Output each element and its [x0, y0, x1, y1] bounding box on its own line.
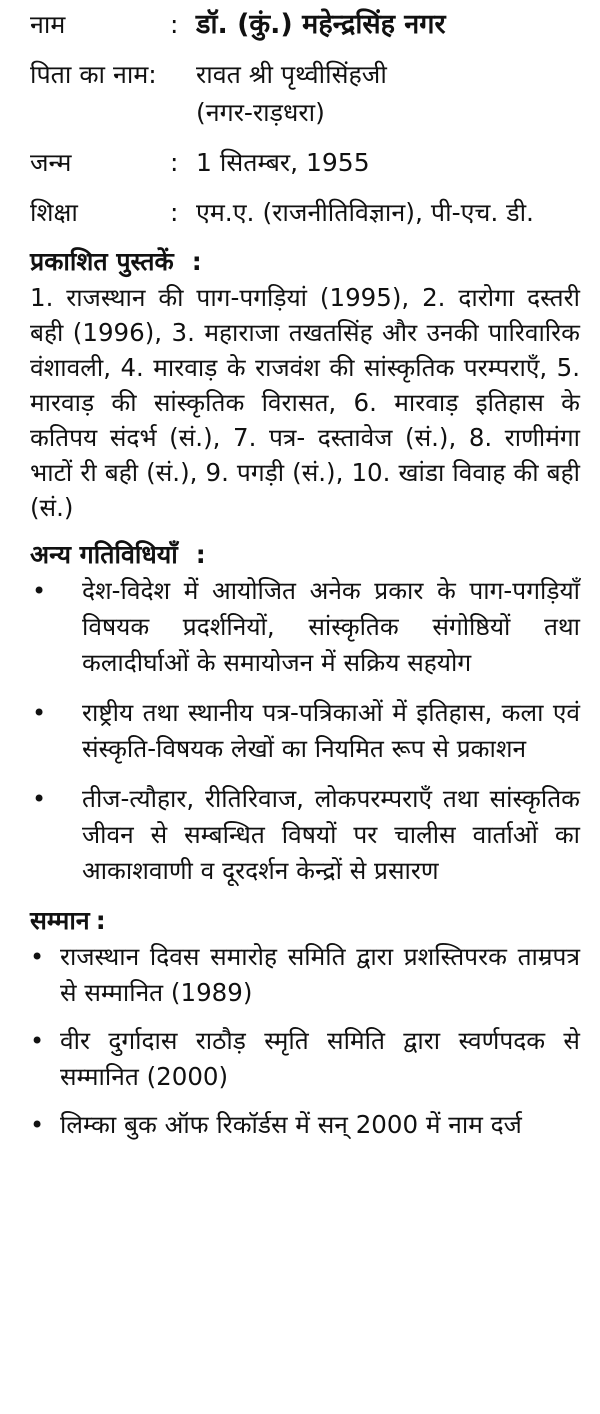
- activities-heading: [30, 537, 580, 573]
- father-place: (नगर-राड़धरा): [196, 98, 325, 127]
- education-row: [30, 194, 580, 232]
- father-name: रावत श्री पृथ्वीसिंहजी: [196, 60, 387, 89]
- honors-heading-separator: :: [95, 906, 106, 935]
- father-value: [196, 56, 580, 132]
- list-item: [30, 1107, 580, 1143]
- list-item: [30, 781, 580, 889]
- honor-text: लिम्का बुक ऑफ रिकॉर्डस में सन् 2000 में नाम दर्ज: [60, 1110, 522, 1139]
- bullet-icon: •: [32, 577, 47, 605]
- list-item: [30, 573, 580, 681]
- books-heading-text: प्रकाशित पुस्तकें: [30, 247, 174, 276]
- name-row: [30, 6, 580, 44]
- books-list: 1. राजस्थान की पाग-पगड़ियां (1995), 2. दारोगा दस्तरी बही (1996), 3. महाराजा तखतसिंह और उनकी पारिवारिक वंशावली, 4. मारवाड़ के राजवंश की सांस्कृतिक परम्पराएँ, 5. मारवाड़ की सांस्कृतिक विरासत, 6. मारवाड़ इतिहास के कतिपय संदर्भ (सं.), 7. पत्र- दस्तावेज (सं.), 8. राणीमंगा भाटों री बही (सं.), 9. पगड़ी (सं.), 10. खांडा विवाह की बही (सं.): [30, 283, 580, 522]
- birth-value: 1 सितम्बर, 1955: [196, 148, 370, 177]
- education-value: एम.ए. (राजनीतिविज्ञान), पी-एच. डी.: [196, 198, 535, 227]
- education-separator: :: [170, 198, 179, 227]
- father-row: [30, 56, 580, 132]
- name-separator: :: [170, 10, 179, 39]
- honors-heading-text: सम्मान: [30, 906, 90, 935]
- activities-heading-text: अन्य गतिविधियाँ: [30, 540, 178, 569]
- books-heading: [30, 244, 580, 280]
- father-label: पिता का नाम:: [30, 60, 157, 89]
- honors-list: [30, 939, 580, 1143]
- honor-text: राजस्थान दिवस समारोह समिति द्वारा प्रशस्तिपरक ताम्रपत्र से सम्मानित (1989): [60, 942, 580, 1007]
- activities-list: [30, 573, 580, 889]
- activity-text: देश-विदेश में आयोजित अनेक प्रकार के पाग-पगड़ियाँ विषयक प्रदर्शनियों, सांस्कृतिक संगोष्ठियों तथा कलादीर्घाओं के समायोजन में सक्रिय सहयोग: [82, 576, 580, 677]
- birth-separator: :: [170, 148, 179, 177]
- birth-label: जन्म: [30, 148, 72, 177]
- bullet-icon: •: [30, 943, 45, 971]
- activity-text: तीज-त्यौहार, रीतिरिवाज, लोकपरम्पराएँ तथा सांस्कृतिक जीवन से सम्बन्धित विषयों पर चालीस वार्ताओं का आकाशवाणी व दूरदर्शन केन्द्रों से प्रसारण: [82, 784, 580, 885]
- bullet-icon: •: [32, 699, 47, 727]
- name-value: डॉ. (कुं.) महेन्द्रसिंह नगर: [196, 9, 446, 40]
- list-item: [30, 1023, 580, 1095]
- honor-text: वीर दुर्गादास राठौड़ स्मृति समिति द्वारा स्वर्णपदक से सम्मानित (2000): [60, 1026, 580, 1091]
- activity-text: राष्ट्रीय तथा स्थानीय पत्र-पत्रिकाओं में इतिहास, कला एवं संस्कृति-विषयक लेखों का नियमित रूप से प्रकाशन: [82, 698, 580, 763]
- activities-heading-separator: :: [195, 540, 206, 569]
- books-heading-separator: :: [191, 247, 202, 276]
- name-label: नाम: [30, 10, 66, 39]
- bullet-icon: •: [30, 1027, 45, 1055]
- birth-row: [30, 144, 580, 182]
- bullet-icon: •: [32, 785, 47, 813]
- list-item: [30, 939, 580, 1011]
- list-item: [30, 695, 580, 767]
- bullet-icon: •: [30, 1111, 45, 1139]
- honors-heading: [30, 903, 580, 939]
- education-label: शिक्षा: [30, 198, 78, 227]
